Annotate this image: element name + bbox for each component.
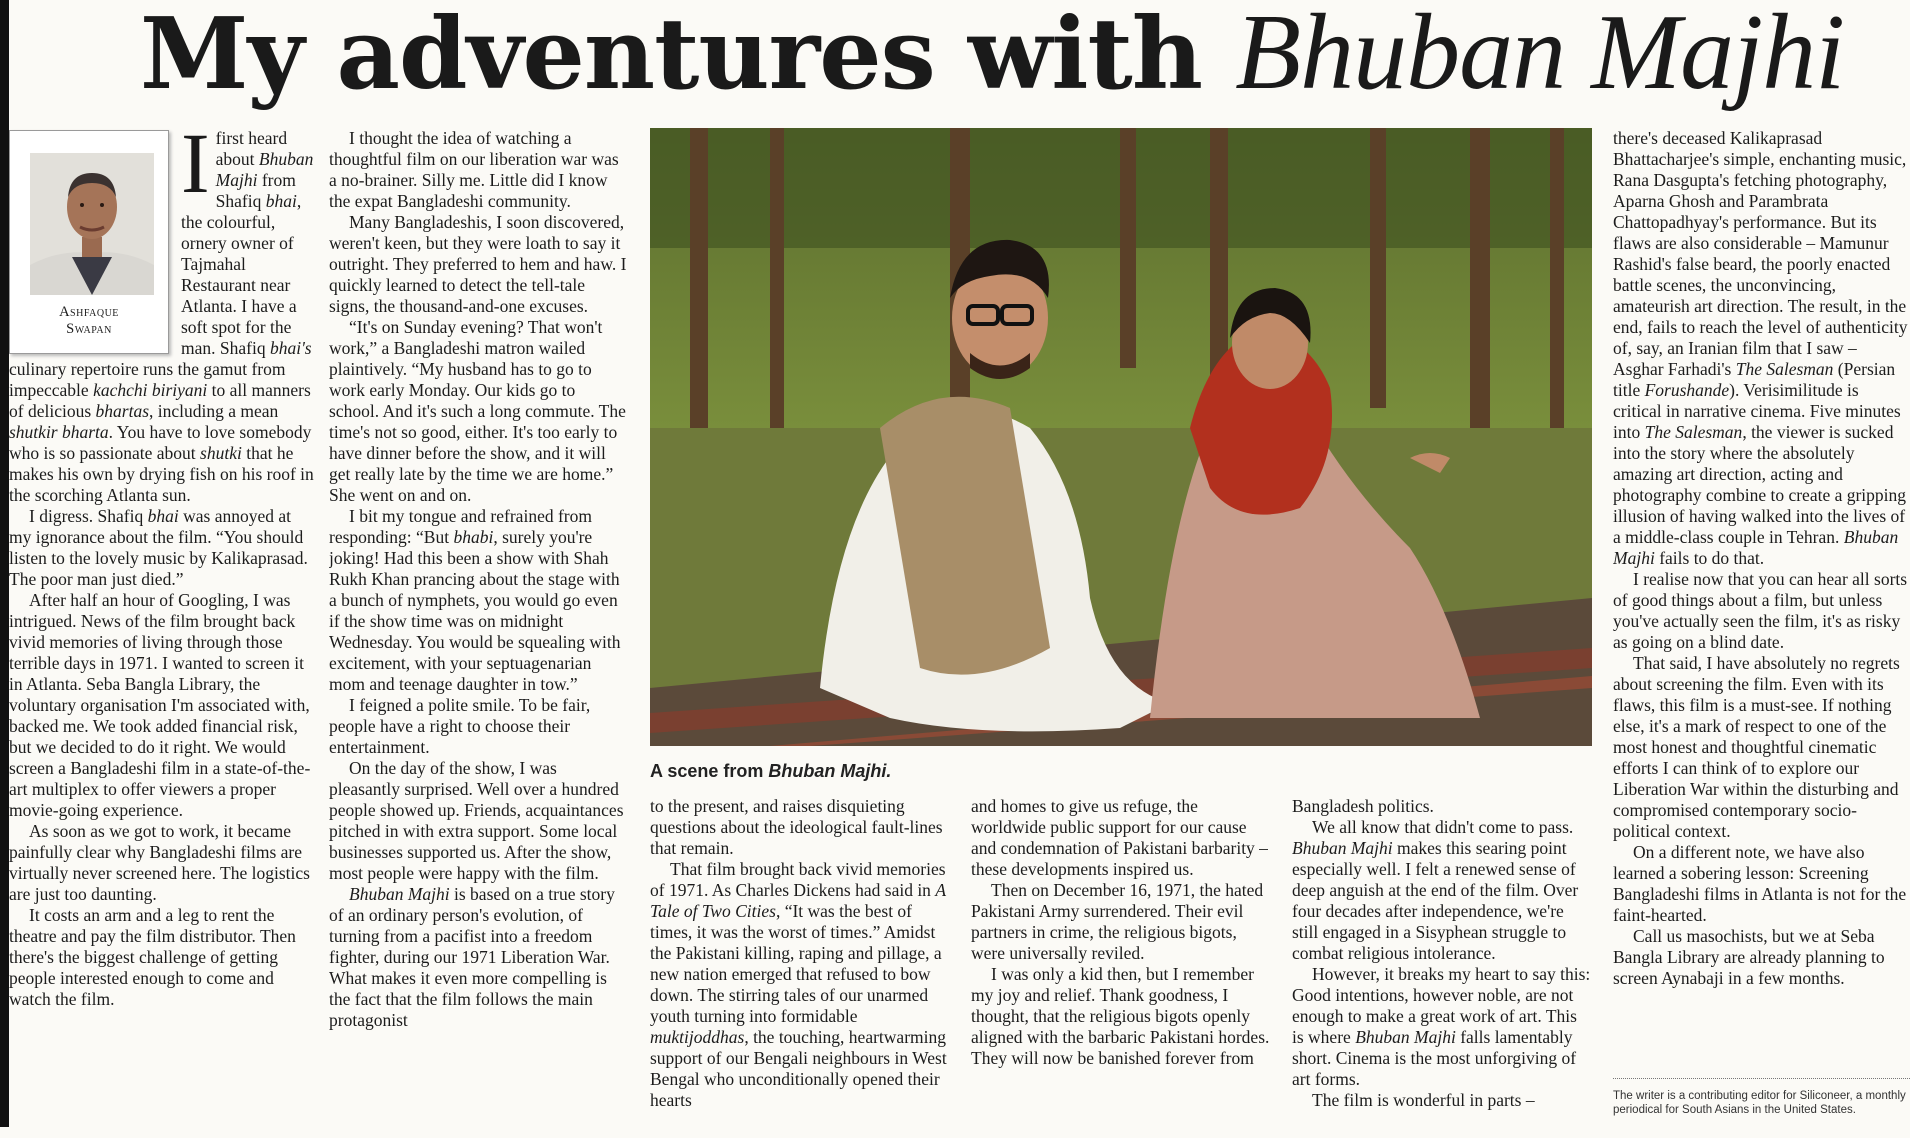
headline	[140, 0, 1845, 112]
paragraph: I realise now that you can hear all sorts of good things about a film, but unless you've actually seen the film, it's as risky as going on a blind date.	[1613, 569, 1908, 652]
article-column-4	[971, 796, 1271, 1127]
page-edge	[0, 0, 9, 1127]
paragraph: I was only a kid then, but I remember my joy and relief. Thank goodness, I thought, that the religious bigots openly aligned with the barbaric Pakistani hordes. They will now be banished forever from	[971, 964, 1270, 1068]
paragraph: Call us masochists, but we at Seba Bangla Library are already planning to screen Aynabaji in a few months.	[1613, 926, 1885, 988]
writer-note: The writer is a contributing editor for Siliconeer, a monthly periodical for South Asians in the United States.	[1613, 1078, 1910, 1138]
paragraph: That film brought back vivid memories of 1971. As Charles Dickens had said in A Tale of Two Cities, “It was the best of times, it was the worst of times.” Amidst the Pakistani killing, raping and pillage, a new nation emerged that refused to bow down. The stirring tales of our unarmed youth turning into formidable muktijoddhas, the touching, heartwarming support of our Bengali neighbours in West Bengal who unconditionally opened their hearts	[650, 859, 947, 1110]
paragraph: and homes to give us refuge, the worldwide public support for our cause and condemnation of Pakistani barbarity – these developments inspired us.	[971, 796, 1268, 879]
paragraph: On the day of the show, I was pleasantly surprised. Well over a hundred people showed up. Friends, acquaintances pitched in with extra support. Some local businesses supported us. After the show, most people were happy with the film.	[329, 758, 624, 883]
paragraph: there's deceased Kalikaprasad Bhattacharjee's simple, enchanting music, Rana Dasgupta's fetching photography, Aparna Ghosh and Parambrata Chattopadhyay's performance. But its flaws are also considerable – Mamunur Rashid's false beard, the poorly enacted battle scenes, the unconvincing, amateurish art direction. The result, in the end, fails to reach the level of authenticity of, say, an Iranian film that I saw – Asghar Farhadi's The Salesman (Persian title Forushande). Verisimilitude is critical in narrative cinema. Five minutes into The Salesman, the viewer is sucked into the story where the absolutely amazing art direction, acting and photography combine to create a gripping illusion of having walked into the lives of a middle-class couple in Tehran. Bhuban Majhi fails to do that.	[1613, 128, 1908, 568]
article-column-1	[9, 128, 315, 1127]
paragraph: Bhuban Majhi is based on a true story of an ordinary person's evolution, of turning from a pacifist into a freedom fighter, during our 1971 Liberation War. What makes it even more compelling is the fact that the film follows the main protagonist	[329, 884, 615, 1030]
paragraph: As soon as we got to work, it became painfully clear why Bangladeshi films are virtually never screened here. The logistics are just too daunting.	[9, 821, 310, 904]
paragraph: Many Bangladeshis, I soon discovered, weren't keen, but they were loath to say it outright. They preferred to hem and haw. I quickly learned to detect the tell-tale signs, the thousand-and-one excuses.	[329, 212, 627, 316]
paragraph: Bangladesh politics.	[1292, 796, 1434, 816]
paragraph: to the present, and raises disquieting questions about the ideological fault-lines that remain.	[650, 796, 943, 858]
paragraph: Then on December 16, 1971, the hated Pakistani Army surrendered. Their evil partners in crime, the religious bigots, were universally reviled.	[971, 880, 1264, 963]
paragraph: However, it breaks my heart to say this: Good intentions, however noble, are not enough to make a great work of art. This is where Bhuban Majhi falls lamentably short. Cinema is the most unforgiving of art forms.	[1292, 964, 1591, 1089]
photo-caption: A scene from Bhuban Majhi.	[650, 761, 892, 781]
paragraph: I thought the idea of watching a thoughtful film on our liberation war was a no-brainer. Silly me. Little did I know the expat Bangladeshi community.	[329, 128, 619, 211]
article-column-2	[329, 128, 629, 1127]
headline-film-title: Bhuban Majhi	[1235, 0, 1845, 112]
paragraph: It costs an arm and a leg to rent the theatre and pay the film distributor. Then there's the biggest challenge of getting people interested enough to come and watch the film.	[9, 905, 296, 1009]
paragraph: I first heard about Bhuban Majhi from Shafiq bhai, the colourful, ornery owner of Tajmahal Restaurant near Atlanta. I have a soft spot for the man. Shafiq bhai's culinary repertoire runs the gamut from impeccable kachchi biriyani to all manners of delicious bhartas, including a mean shutkir bharta. You have to love somebody who is so passionate about shutki that he makes his own by drying fish on his roof in the scorching Atlanta sun.	[9, 128, 314, 505]
paragraph: The film is wonderful in parts –	[1312, 1090, 1535, 1110]
paragraph: “It's on Sunday evening? That won't work,” a Bangladeshi matron wailed plaintively. “My husband has to go to work early Monday. Our kids go to school. And it's such a long commute. The time's not so good, either. It's too early to have dinner before the show, and it will get really late by the time we are home.” She went on and on.	[329, 317, 626, 505]
article-column-5	[1292, 796, 1592, 1127]
article-column-3	[650, 796, 950, 1127]
byline-box	[9, 130, 169, 354]
film-still-photo-icon	[650, 128, 1592, 746]
drop-cap: I	[181, 128, 210, 211]
paragraph: After half an hour of Googling, I was intrigued. News of the film brought back vivid memories of living through those terrible days in 1971. I wanted to screen it in Atlanta. Seba Bangla Library, the voluntary organisation I'm associated with, backed me. We took added financial risk, but we decided to do it right. We would screen a Bangladeshi film in a state-of-the-art multiplex to offer viewers a proper movie-going experience.	[9, 590, 311, 820]
article-column-6	[1613, 128, 1910, 1074]
headline-main: My adventures with	[140, 0, 1203, 112]
paragraph: I bit my tongue and refrained from responding: “But bhabi, surely you're joking! Had this been a show with Shah Rukh Khan prancing about the stage with a bunch of nymphets, you would go even if the show time was on midnight Wednesday. You would be squealing with excitement, with your septuagenarian mom and teenage daughter in tow.”	[329, 506, 621, 694]
paragraph: On a different note, we have also learned a sobering lesson: Screening Bangladeshi films in Atlanta is not for the faint-hearted.	[1613, 842, 1907, 925]
paragraph: I feigned a polite smile. To be fair, people have a right to choose their entertainment.	[329, 695, 591, 757]
paragraph: We all know that didn't come to pass. Bhuban Majhi makes this searing point especially well. I felt a renewed sense of deep anguish at the end of the film. Over four decades after independence, we're still engaged in a Sisyphean struggle to combat religious intolerance.	[1292, 817, 1579, 963]
author-name: Ashfaque Swapan	[59, 304, 119, 337]
paragraph: I digress. Shafiq bhai was annoyed at my ignorance about the film. “You should listen to the lovely music by Kalikaprasad. The poor man just died.”	[9, 506, 308, 589]
paragraph: That said, I have absolutely no regrets about screening the film. Even with its flaws, this film is a must-see. If nothing else, it's a mark of respect to one of the most honest and thoughtful cinematic efforts I can think of to explore our Liberation War within the disturbing and compromised contemporary socio-political context.	[1613, 653, 1900, 841]
author-portrait-icon	[30, 153, 154, 295]
